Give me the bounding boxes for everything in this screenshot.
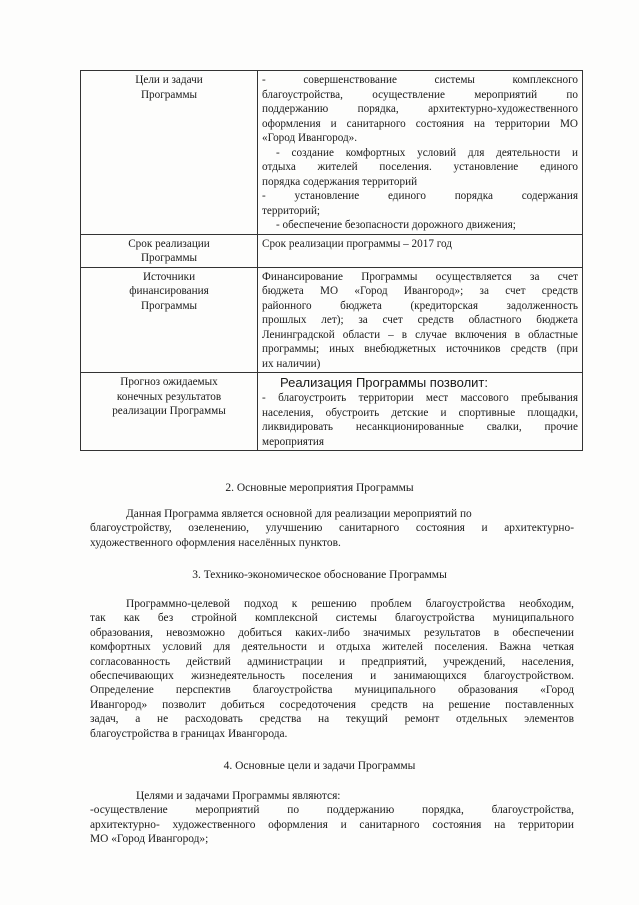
program-passport-table xyxy=(80,70,583,451)
value-line: территорий; xyxy=(262,204,321,217)
section-paragraph xyxy=(90,597,574,741)
value-line: программы; иных внебюджетных источников средств (при xyxy=(262,343,578,355)
value-line: - благоустроить территории мест массового пребывания xyxy=(262,392,578,404)
label-line: Источники xyxy=(142,270,196,283)
value-line: благоустройства, осуществление мероприятий по xyxy=(262,88,578,101)
paragraph-line: согласованность действий администрации и предприятий, учреждений, населения, xyxy=(90,655,574,668)
label-line: конечных результатов xyxy=(116,390,222,403)
value-line: отдыха жителей поселения. установление единого xyxy=(262,161,578,173)
result-heading: Реализация Программы позволит: xyxy=(280,375,488,390)
label-line: реализации Программы xyxy=(112,405,226,417)
value-line: - создание комфортных условий для деятельности и xyxy=(276,146,578,159)
value-line: прошлых лет); за счет средств областного бюджета xyxy=(262,314,578,326)
value-line: поддержанию порядка, архитектурно-художественного xyxy=(262,103,578,115)
section-heading: 4. Основные цели и задачи Программы xyxy=(223,760,416,772)
value-line: порядка содержания территорий xyxy=(262,175,418,188)
value-line: их наличии) xyxy=(262,357,321,370)
label-line: Программы xyxy=(140,299,198,312)
value-line: «Город Ивангород». xyxy=(262,132,358,144)
paragraph-line: МО «Город Ивангород»; xyxy=(90,833,209,846)
label-line: Программы xyxy=(140,252,198,264)
row-label-cell xyxy=(81,267,258,373)
paragraph-line: Данная Программа является основной для реализации мероприятий по xyxy=(126,508,472,520)
paragraph-line: художественного оформления населённых пунктов. xyxy=(90,536,341,549)
table-row xyxy=(81,267,583,373)
value-line: мероприятия xyxy=(262,435,324,448)
paragraph-line: Ивангород» позволит добиться сосредоточения средств на решение поставленных xyxy=(90,698,574,711)
label-line: финансирования xyxy=(129,285,209,297)
value-line: населения, обустроить детские и спортивные площадки, xyxy=(262,406,578,419)
row-value-cell xyxy=(258,234,583,267)
value-line: бюджета МО «Город Ивангород»; за счет средств xyxy=(262,285,578,297)
paragraph-line: Определение перспектив благоустройства муниципального образования «Город xyxy=(90,684,574,697)
value-line: - установление единого порядка содержания xyxy=(262,190,578,202)
table-row xyxy=(81,373,583,451)
value-line: оформления и санитарного состояния на территории МО xyxy=(262,117,578,130)
label-line: Прогноз ожидаемых xyxy=(120,376,218,388)
paragraph-line: обеспечивающих жизнедеятельность поселения и занимающихся благоустройством. xyxy=(90,670,574,683)
value-line: - совершенствование системы комплексного xyxy=(262,74,578,86)
label-line: Программы xyxy=(140,88,198,101)
paragraph-line: комфортных условий для деятельности и отдыха жителей поселения. Важна четкая xyxy=(90,641,574,654)
value-line: Финансирование Программы осуществляется за счет xyxy=(262,270,578,283)
value-line: - обеспечение безопасности дорожного движения; xyxy=(276,219,516,231)
row-label-cell xyxy=(81,234,258,267)
value-line: Ленинградской области – в случае включения в областные xyxy=(262,328,578,341)
table-row xyxy=(81,71,583,235)
paragraph-line: благоустройства в границах Ивангорода. xyxy=(90,727,288,740)
paragraph-line: архитектурно- художественного оформления и санитарного состояния на территории xyxy=(90,818,574,831)
label-line: Срок реализации xyxy=(128,237,210,250)
section-paragraph xyxy=(90,789,574,847)
section-heading: 2. Основные мероприятия Программы xyxy=(225,482,414,494)
label-line: Цели и задачи xyxy=(135,74,203,86)
row-label-cell xyxy=(81,373,258,451)
value-line: районного бюджета (кредиторская задолженность xyxy=(262,299,578,312)
paragraph-line: Программно-целевой подход к решению проблем благоустройства необходим, xyxy=(126,598,574,610)
row-value-cell xyxy=(258,373,583,451)
paragraph-line: так как без стройной комплексной системы благоустройства муниципального xyxy=(90,612,574,625)
row-value-cell xyxy=(258,71,583,235)
value-line: ликвидировать несанкционированные свалки, прочие xyxy=(262,421,578,433)
paragraph-line: образования, невозможно добиться каких-либо значимых результатов в обеспечении xyxy=(90,626,574,639)
table-row xyxy=(81,234,583,267)
paragraph-line: задач, а не расходовать средства на текущий ремонт отдельных элементов xyxy=(90,713,574,726)
paragraph-line: Целями и задачами Программы являются: xyxy=(136,790,341,802)
value-line: Срок реализации программы – 2017 год xyxy=(262,237,452,250)
section-paragraph xyxy=(90,507,574,550)
row-label-cell xyxy=(81,71,258,235)
section-heading: 3. Технико-экономическое обоснование Программы xyxy=(192,569,447,581)
row-value-cell xyxy=(258,267,583,373)
paragraph-line: благоустройству, озеленению, улучшению санитарного состояния и архитектурно- xyxy=(90,522,574,535)
paragraph-line: -осуществление мероприятий по поддержанию порядка, благоустройства, xyxy=(90,804,574,817)
